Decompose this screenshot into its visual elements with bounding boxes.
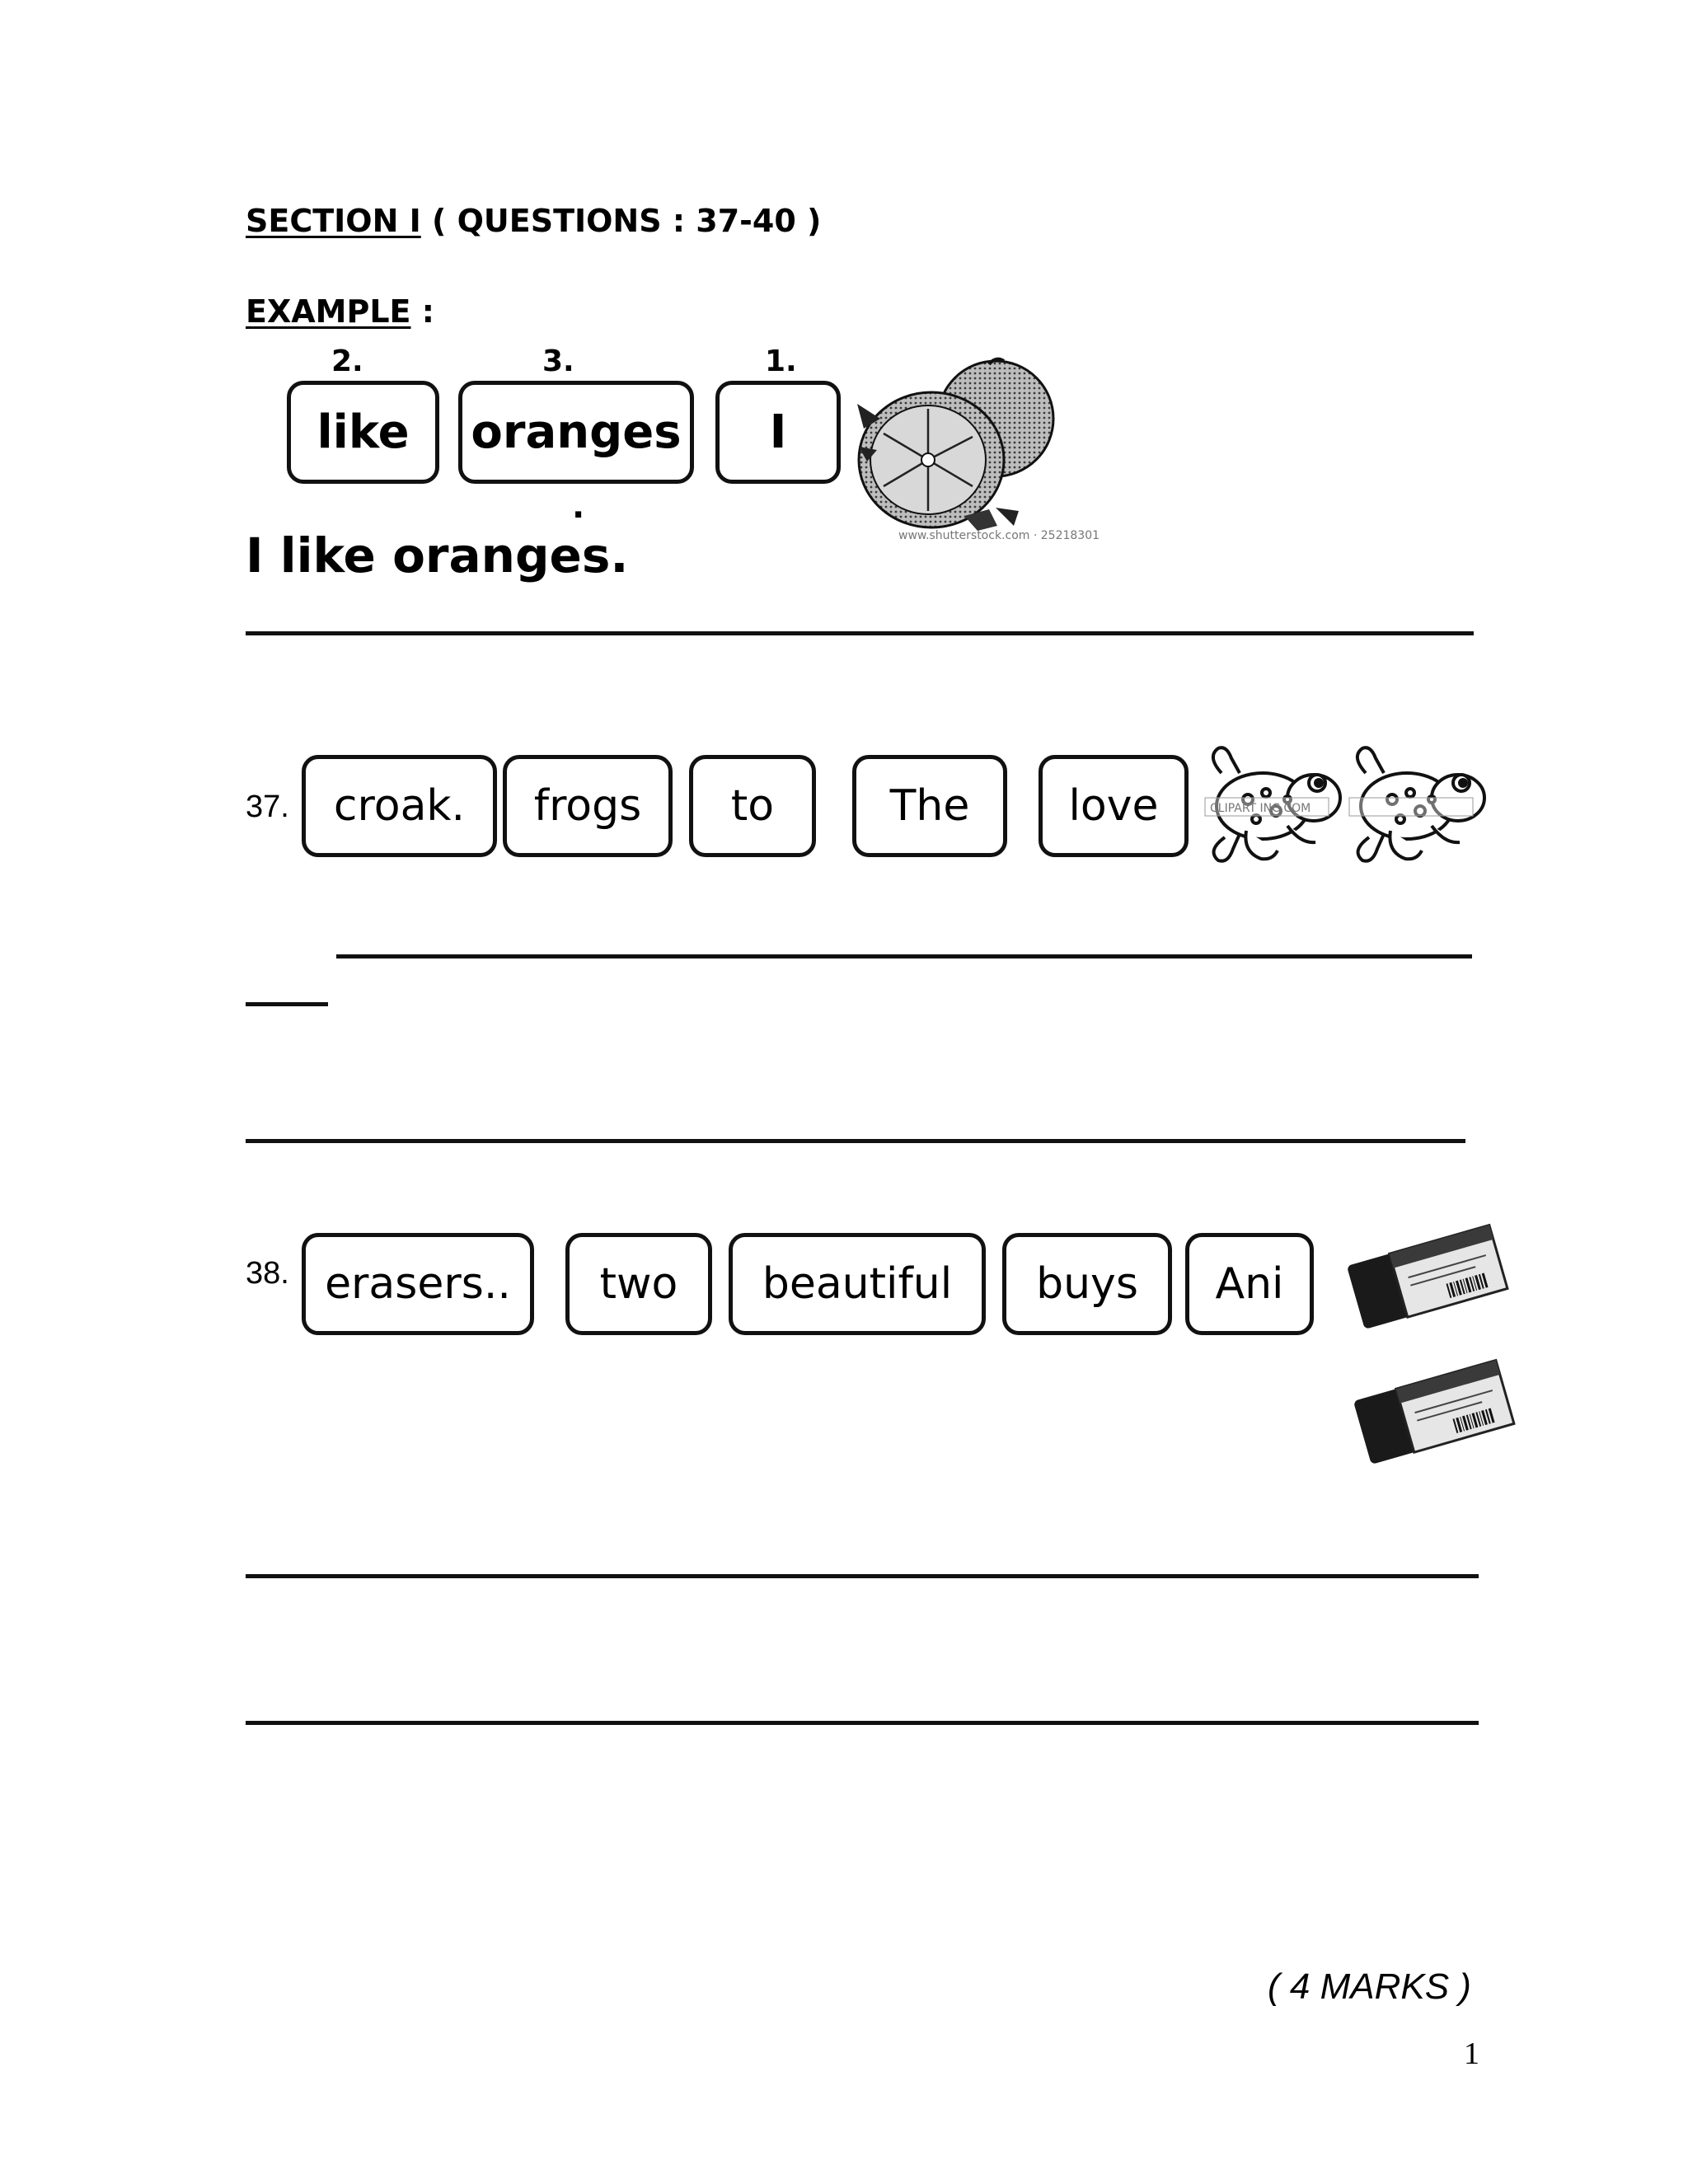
erasers-picture-icon [1342, 1347, 1523, 1470]
word-box: to [689, 755, 816, 857]
example-answer: I like oranges. [246, 527, 629, 583]
example-heading [246, 293, 434, 330]
section-title: SECTION I [246, 203, 421, 239]
frogs-watermark: CLIPART INC.COM [1210, 802, 1311, 815]
answer-line [246, 631, 1474, 635]
word-box: croak. [302, 755, 497, 857]
marks-label: ( 4 MARKS ) [1268, 1966, 1471, 2007]
word-box: frogs [503, 755, 673, 857]
word-box: beautiful [729, 1233, 986, 1335]
example-order-number: 3. [542, 344, 574, 378]
example-word-box: I [715, 381, 841, 484]
answer-line [246, 1721, 1479, 1725]
page-number: 1 [1464, 2036, 1479, 2071]
word-box: Ani [1185, 1233, 1314, 1335]
answer-line [246, 1139, 1465, 1143]
section-questions: ( QUESTIONS : 37-40 ) [431, 203, 822, 239]
example-order-number: 2. [331, 344, 363, 378]
stray-dot: . [572, 488, 585, 526]
word-box: The [852, 755, 1007, 857]
erasers-picture-icon [1335, 1212, 1517, 1335]
section-heading [246, 203, 821, 239]
word-box: two [565, 1233, 712, 1335]
word-box: love [1039, 755, 1189, 857]
question-number: 37. [246, 790, 289, 824]
example-order-number: 1. [765, 344, 797, 378]
frogs-picture-icon [1197, 740, 1485, 872]
example-colon: : [421, 293, 434, 330]
example-word-box: oranges [458, 381, 694, 484]
word-box: erasers.. [302, 1233, 534, 1335]
example-label: EXAMPLE [246, 293, 411, 330]
example-word-box: like [287, 381, 439, 484]
answer-line [246, 1002, 328, 1006]
question-number: 38. [246, 1256, 289, 1291]
answer-line [336, 954, 1472, 958]
answer-line [246, 1574, 1479, 1578]
word-box: buys [1002, 1233, 1172, 1335]
oranges-credit: www.shutterstock.com · 25218301 [898, 529, 1100, 542]
oranges-picture-icon [849, 346, 1100, 544]
